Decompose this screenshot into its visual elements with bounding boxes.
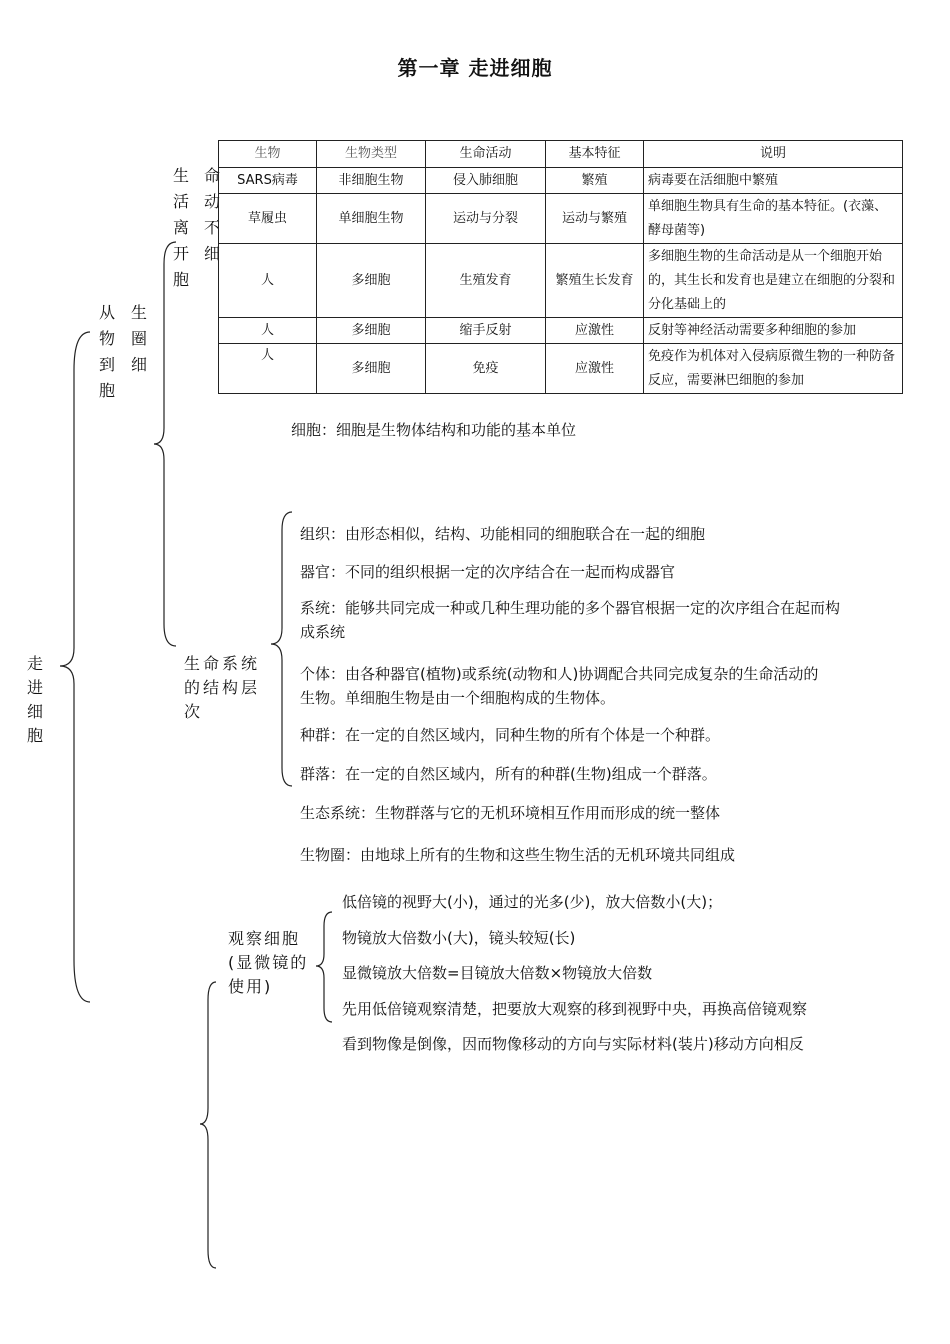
table-cell: 繁殖生长发育 (546, 244, 644, 318)
section1-label-left (98, 300, 116, 404)
table-cell: 反射等神经活动需要多种细胞的参加 (644, 318, 903, 344)
section1-brace (152, 240, 182, 650)
section1-label-char: 细 (130, 355, 147, 374)
table-header: 生物 (219, 141, 317, 168)
microscope-item: 低倍镜的视野大(小)，通过的光多(少)，放大倍数小(大)； (342, 893, 723, 911)
table-cell: 病毒要在活细胞中繁殖 (644, 168, 903, 194)
table-cell: 草履虫 (219, 194, 317, 244)
page-title: 第一章 走进细胞 (397, 56, 553, 80)
section2-label-line: 生命系统 (184, 654, 261, 673)
section2-brace (268, 510, 298, 790)
section3-label-line: 使用) (228, 977, 273, 996)
sub-label-char: 活 (172, 192, 189, 211)
root-brace (56, 330, 96, 1006)
table-cell: SARS病毒 (219, 168, 317, 194)
section1-label-char: 胞 (98, 381, 115, 400)
table-cell: 人 (219, 344, 317, 394)
hierarchy-item: 系统：能够共同完成一种或几种生理功能的多个器官根据一定的次序组合在起而构成系统 (300, 599, 841, 641)
table-cell: 应激性 (546, 318, 644, 344)
microscope-item: 物镜放大倍数小(大)，镜头较短(长) (342, 929, 576, 947)
organism-table (218, 140, 903, 394)
sub-label-char: 细 (203, 244, 220, 263)
root-label-char: 进 (26, 678, 43, 697)
sub-label-char: 胞 (172, 270, 189, 289)
table-cell: 人 (219, 244, 317, 318)
table-cell: 多细胞 (317, 318, 426, 344)
table-cell: 非细胞生物 (317, 168, 426, 194)
table-cell: 缩手反射 (426, 318, 546, 344)
section3-label-line: (显微镜的 (228, 953, 309, 972)
sub-label-left (172, 163, 190, 293)
root-label-char: 胞 (26, 726, 43, 745)
root-label-char: 走 (26, 654, 43, 673)
microscope-item: 先用低倍镜观察清楚，把要放大观察的移到视野中央，再换高倍镜观察 (342, 1000, 808, 1018)
root-label-char: 细 (26, 702, 43, 721)
table-row (219, 194, 903, 244)
table-row (219, 318, 903, 344)
hierarchy-item: 器官：不同的组织根据一定的次序结合在一起而构成器官 (300, 563, 676, 581)
sub-label-char: 不 (203, 218, 220, 237)
sub-label-char: 命 (203, 166, 220, 185)
ecosystem-item: 生态系统：生物群落与它的无机环境相互作用而形成的统一整体 (300, 804, 721, 822)
table-cell: 繁殖 (546, 168, 644, 194)
microscope-item: 看到物像是倒像，因而物像移动的方向与实际材料(装片)移动方向相反 (342, 1035, 804, 1053)
biosphere-item: 生物圈：由地球上所有的生物和这些生物生活的无机环境共同组成 (300, 846, 736, 864)
table-row (219, 244, 903, 318)
hierarchy-item: 个体：由各种器官(植物)或系统(动物和人)协调配合共同完成复杂的生命活动的生物。单细胞生物是由一个细胞构成的生物体。 (300, 665, 819, 707)
section1-label-char: 物 (98, 329, 115, 348)
table-cell: 单细胞生物 (317, 194, 426, 244)
section2-label (184, 652, 268, 724)
section2-label-line: 次 (184, 702, 204, 721)
table-cell: 人 (219, 318, 317, 344)
table-header: 说明 (644, 141, 903, 168)
table-cell: 免疫 (426, 344, 546, 394)
table-cell: 运动与繁殖 (546, 194, 644, 244)
table-header: 生命活动 (426, 141, 546, 168)
section1-label-char: 圈 (130, 329, 147, 348)
table-cell: 应激性 (546, 344, 644, 394)
table-cell: 多细胞生物的生命活动是从一个细胞开始的，其生长和发育也是建立在细胞的分裂和分化基础上的 (644, 244, 903, 318)
section3-label (228, 927, 312, 999)
section1-label-char: 到 (98, 355, 115, 374)
section2-label-line: 的结构层 (184, 678, 261, 697)
table-cell: 免疫作为机体对入侵病原微生物的一种防备反应，需要淋巴细胞的参加 (644, 344, 903, 394)
hierarchy-item: 组织：由形态相似，结构、功能相同的细胞联合在一起的细胞 (300, 525, 706, 543)
table-row (219, 168, 903, 194)
table-cell: 单细胞生物具有生命的基本特征。(衣藻、酵母菌等) (644, 194, 903, 244)
section1-label-char: 从 (98, 303, 115, 322)
table-cell: 生殖发育 (426, 244, 546, 318)
table-header-row (219, 141, 903, 168)
section3-label-line: 观察细胞 (228, 929, 301, 948)
cell-definition: 细胞：细胞是生物体结构和功能的基本单位 (291, 421, 577, 439)
section3-outer-brace (198, 980, 222, 1272)
section1-label-right (130, 300, 148, 378)
table-cell: 多细胞 (317, 244, 426, 318)
microscope-item: 显微镜放大倍数=目镜放大倍数×物镜放大倍数 (342, 964, 653, 982)
table-cell: 多细胞 (317, 344, 426, 394)
sub-label-char: 动 (203, 192, 220, 211)
section3-inner-brace (314, 910, 338, 1026)
hierarchy-item: 群落：在一定的自然区域内，所有的种群(生物)组成一个群落。 (300, 765, 717, 783)
table-cell: 运动与分裂 (426, 194, 546, 244)
sub-label-char: 离 (172, 218, 189, 237)
root-label (26, 652, 44, 748)
table-header: 基本特征 (546, 141, 644, 168)
table-cell: 侵入肺细胞 (426, 168, 546, 194)
section1-label-char: 生 (130, 303, 147, 322)
table-header: 生物类型 (317, 141, 426, 168)
table-row (219, 344, 903, 394)
sub-label-char: 生 (172, 166, 189, 185)
sub-label-char: 开 (172, 244, 189, 263)
hierarchy-item: 种群：在一定的自然区域内，同种生物的所有个体是一个种群。 (300, 726, 721, 744)
